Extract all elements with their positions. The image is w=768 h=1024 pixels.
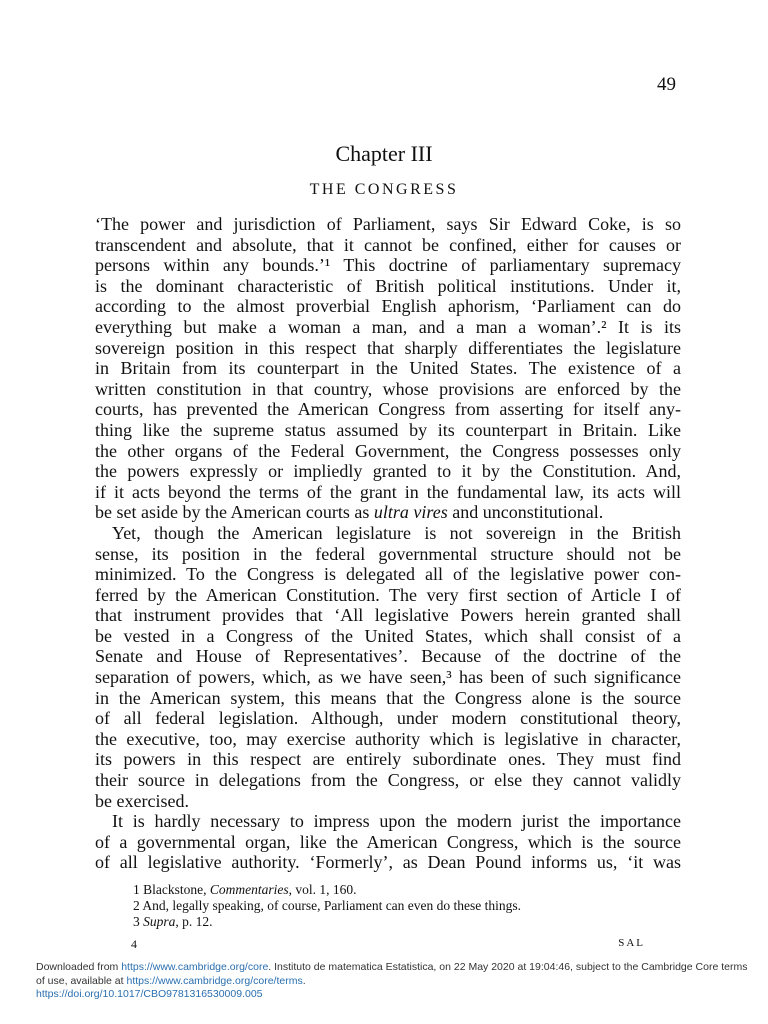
signature-mark: 4 bbox=[131, 937, 137, 951]
text-line: in the American system, this means that the Congress alone is the source bbox=[95, 687, 681, 708]
text-line: be exercised. bbox=[95, 790, 189, 811]
italic-phrase: ultra vires bbox=[373, 502, 448, 523]
text-line: Yet, though the American legislature is not sovereign in the British bbox=[112, 522, 681, 543]
footer-period: . bbox=[302, 974, 306, 987]
footnote: 2 And, legally speaking, of course, Parliament can even do these things. bbox=[133, 898, 522, 913]
text-line: the other organs of the Federal Government, the Congress possesses only bbox=[95, 440, 681, 461]
text-line: thing like the supreme status assumed by its counterpart in Britain. Like bbox=[95, 419, 681, 440]
text-line: their source in delegations from the Congress, or else they cannot validly bbox=[95, 770, 681, 791]
text-line: separation of powers, which, as we have seen,³ has been of such significance bbox=[95, 667, 681, 688]
page-number: 49 bbox=[657, 74, 676, 95]
signature-letters: SAL bbox=[618, 937, 645, 949]
text-line: It is hardly necessary to impress upon the modern jurist the importance bbox=[112, 811, 681, 832]
text-line: everything but make a woman a man, and a man a woman’.² It is its bbox=[95, 316, 681, 337]
footnote: 3 Supra, p. 12. bbox=[133, 914, 213, 929]
italic-title: Commentaries bbox=[209, 882, 289, 897]
text-line: if it acts beyond the terms of the grant in the fundamental law, its acts will bbox=[95, 481, 681, 502]
core-link[interactable]: https://www.cambridge.org/core bbox=[121, 961, 269, 973]
body-text bbox=[95, 214, 681, 873]
text-line: sovereign position in this respect that sharply differentiates the legislature bbox=[95, 337, 681, 358]
italic-title: Supra bbox=[143, 914, 176, 929]
footer-middle: . Instituto de matematica Estatistica, on 22 May 2020 at 19:04:46, subject to the Cambridge Core terms of use, available at bbox=[36, 961, 748, 987]
footnote: 1 Blackstone, Commentaries, vol. 1, 160. bbox=[133, 882, 357, 897]
text-line: of a governmental organ, like the American Congress, which is the source bbox=[95, 831, 681, 852]
text-line: in Britain from its counterpart in the United States. The existence of a bbox=[95, 358, 681, 379]
text-line: is the dominant characteristic of British political institutions. Under it, bbox=[95, 275, 681, 296]
text-line: courts, has prevented the American Congress from asserting for itself any- bbox=[95, 399, 681, 420]
text-line: be vested in a Congress of the United States, which shall consist of a bbox=[95, 625, 681, 646]
doi-link[interactable]: https://doi.org/10.1017/CBO9781316530009.005 bbox=[36, 988, 263, 1000]
text-line: Senate and House of Representatives’. Because of the doctrine of the bbox=[95, 646, 681, 667]
text-line: the executive, too, may exercise authority which is legislative in character, bbox=[95, 728, 681, 749]
text-line: minimized. To the Congress is delegated all of the legislative power con- bbox=[95, 564, 681, 585]
text-line: written constitution in that country, whose provisions are enforced by the bbox=[95, 378, 681, 399]
download-footer bbox=[36, 961, 756, 1002]
text-line: of all federal legislation. Although, under modern constitutional theory, bbox=[95, 708, 681, 729]
footnotes bbox=[133, 882, 521, 930]
text-line: ‘The power and jurisdiction of Parliament, says Sir Edward Coke, is so bbox=[95, 214, 681, 234]
text-line: that instrument provides that ‘All legislative Powers herein granted shall bbox=[95, 605, 681, 626]
footer-prefix: Downloaded from bbox=[36, 961, 122, 973]
text-line: of all legislative authority. ‘Formerly’, as Dean Pound informs us, ‘it was bbox=[95, 852, 681, 873]
chapter-title: THE CONGRESS bbox=[309, 181, 459, 198]
text-line: its powers in this respect are entirely subordinate ones. They must find bbox=[95, 749, 681, 770]
text-line: sense, its position in the federal governmental structure should not be bbox=[95, 543, 681, 564]
text-line: persons within any bounds.’¹ This doctrine of parliamentary supremacy bbox=[95, 255, 681, 276]
chapter-heading: Chapter III bbox=[335, 141, 433, 166]
text-line: be set aside by the American courts as ultra vires and unconstitutional. bbox=[95, 502, 604, 523]
terms-link[interactable]: https://www.cambridge.org/core/terms bbox=[126, 974, 303, 987]
text-line: according to the almost proverbial English aphorism, ‘Parliament can do bbox=[95, 296, 681, 317]
text-line: ferred by the American Constitution. The very first section of Article I of bbox=[95, 584, 681, 605]
text-line: the powers expressly or impliedly granted to it by the Constitution. And, bbox=[95, 461, 681, 482]
text-line: transcendent and absolute, that it cannot be confined, either for causes or bbox=[95, 234, 681, 255]
